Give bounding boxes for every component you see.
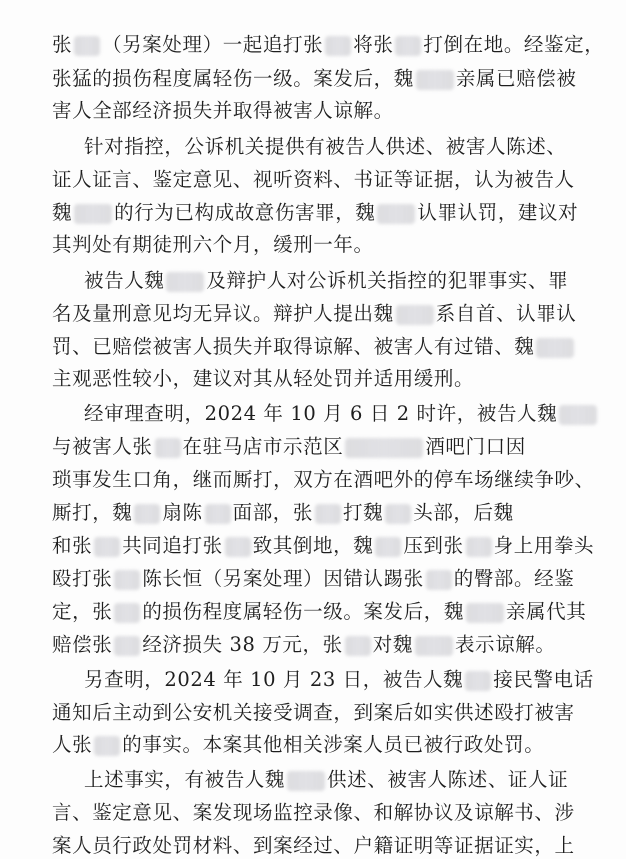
text-line (0, 228, 626, 262)
text-segment: 案人员行政处罚材料、到案经过、户籍证明等证据证实，上 (52, 834, 575, 857)
text-segment: 其判处有期徒刑六个月，缓刑一年。 (52, 233, 374, 256)
text-segment: 罚、已赔偿被害人损失并取得谅解、被害人有过错、魏 (52, 335, 535, 358)
redaction-blur (205, 504, 231, 524)
redaction-blur (385, 504, 411, 524)
text-segment: 害人全部经济损失并取得被害人谅解。 (52, 99, 394, 122)
text-line (0, 463, 626, 497)
text-line (0, 62, 626, 96)
text-segment: 的损伤程度属轻伤一级。案发后，魏 (142, 600, 464, 623)
text-line (0, 663, 626, 697)
text-segment: 主观恶性较小，建议对其从轻处罚并适用缓刑。 (52, 367, 475, 390)
text-segment: 张 (52, 33, 73, 56)
redaction-blur (134, 504, 160, 524)
text-line (0, 728, 626, 762)
text-segment: 张猛的损伤程度属轻伤一级。案发后，魏 (52, 67, 414, 90)
redaction-blur (114, 636, 140, 656)
text-line (0, 94, 626, 128)
text-segment: 言、鉴定意见、案发现场监控录像、和解协议及谅解书、涉 (52, 801, 575, 824)
text-segment: 陈长恒（另案处理）因错认踢张 (142, 567, 424, 590)
text-segment: 殴打张 (52, 567, 113, 590)
redaction-blur (559, 405, 597, 425)
text-segment: 酒吧门口因 (425, 435, 526, 458)
text-line (0, 28, 626, 62)
text-segment: 的事实。本案其他相关涉案人员已被行政处罚。 (122, 733, 545, 756)
text-segment: 打倒在地。经鉴定， (423, 33, 605, 56)
text-segment: 针对指控，公诉机关提供有被告人供述、被害人陈述、 (84, 135, 567, 158)
redaction-blur (465, 671, 491, 691)
text-segment: 将张 (353, 33, 394, 56)
text-segment: 供述、被害人陈述、证人证 (327, 768, 569, 791)
text-line (0, 264, 626, 298)
redaction-blur (155, 438, 181, 458)
redaction-blur (426, 570, 452, 590)
text-line (0, 529, 626, 563)
text-line (0, 696, 626, 730)
text-segment: 经济损失 38 万元，张 (142, 633, 343, 656)
text-line (0, 297, 626, 331)
text-line (0, 196, 626, 230)
redaction-blur (415, 636, 453, 656)
text-segment: 名及量刑意见均无异议。辩护人提出魏 (52, 302, 394, 325)
text-segment: 亲属已赔偿被 (455, 67, 577, 90)
text-segment: 通知后主动到公安机关接受调查，到案后如实供述殴打被害 (52, 701, 575, 724)
redaction-blur (466, 603, 504, 623)
text-segment: 琐事发生口角，继而厮打，双方在酒吧外的停车场继续争吵、 (52, 468, 595, 491)
redaction-blur (74, 36, 100, 56)
redaction-blur (345, 438, 423, 458)
text-segment: 魏 (52, 201, 73, 224)
redaction-blur (225, 537, 251, 557)
text-segment: 的行为已构成故意伤害罪，魏 (114, 201, 376, 224)
text-segment: 及辩护人对公诉机关指控的犯罪事实、罪 (206, 269, 569, 292)
text-segment: 在驻马店市示范区 (182, 435, 344, 458)
text-line (0, 430, 626, 464)
redaction-blur (466, 537, 492, 557)
redaction-blur (416, 70, 454, 90)
text-segment: 身上用拳头 (493, 534, 595, 557)
redaction-blur (74, 204, 112, 224)
text-line (0, 763, 626, 797)
text-segment: 头部，后魏 (413, 501, 514, 524)
text-segment: 赔偿张 (52, 633, 113, 656)
text-segment: （另案处理）一起追打张 (102, 33, 324, 56)
text-line (0, 628, 626, 662)
text-segment: 亲属代其 (505, 600, 587, 623)
text-segment: 共同追打张 (122, 534, 223, 557)
text-segment: 打魏 (343, 501, 384, 524)
text-segment: 厮打，魏 (52, 501, 133, 524)
redaction-blur (166, 272, 204, 292)
text-segment: 对魏 (372, 633, 413, 656)
redaction-blur (377, 204, 415, 224)
text-segment: 定，张 (52, 600, 113, 623)
text-line (0, 829, 626, 863)
text-segment: 表示谅解。 (454, 633, 556, 656)
text-segment: 和张 (52, 534, 93, 557)
text-line (0, 562, 626, 596)
redaction-blur (114, 570, 140, 590)
text-line (0, 362, 626, 396)
text-segment: 压到张 (403, 534, 464, 557)
text-line (0, 397, 626, 431)
text-segment: 人张 (52, 733, 93, 756)
text-segment: 扇陈 (162, 501, 203, 524)
redaction-blur (396, 305, 434, 325)
text-line (0, 595, 626, 629)
redaction-blur (536, 338, 574, 358)
text-segment: 与被害人张 (52, 435, 153, 458)
text-segment: 经审理查明，2024 年 10 月 6 日 2 时许，被告人魏 (84, 402, 558, 425)
text-segment: 证人证言、鉴定意见、视听资料、书证等证据，认为被告人 (52, 168, 575, 191)
text-line (0, 796, 626, 830)
redaction-blur (287, 771, 325, 791)
text-segment: 面部，张 (232, 501, 314, 524)
redaction-blur (375, 537, 401, 557)
text-segment: 上述事实，有被告人魏 (84, 768, 286, 791)
redaction-blur (94, 736, 120, 756)
redaction-blur (94, 537, 120, 557)
text-segment: 的臀部。经鉴 (453, 567, 575, 590)
text-line (0, 130, 626, 164)
redaction-blur (114, 603, 140, 623)
text-line (0, 496, 626, 530)
text-line (0, 163, 626, 197)
text-segment: 另查明，2024 年 10 月 23 日，被告人魏 (84, 668, 464, 691)
text-segment: 接民警电话 (493, 668, 594, 691)
redaction-blur (395, 36, 421, 56)
redaction-blur (315, 504, 341, 524)
text-segment: 致其倒地，魏 (252, 534, 374, 557)
text-segment: 被告人魏 (84, 269, 165, 292)
text-line (0, 330, 626, 364)
text-segment: 系自首、认罪认 (435, 302, 577, 325)
redaction-blur (345, 636, 371, 656)
redaction-blur (325, 36, 351, 56)
text-segment: 认罪认罚，建议对 (417, 201, 579, 224)
